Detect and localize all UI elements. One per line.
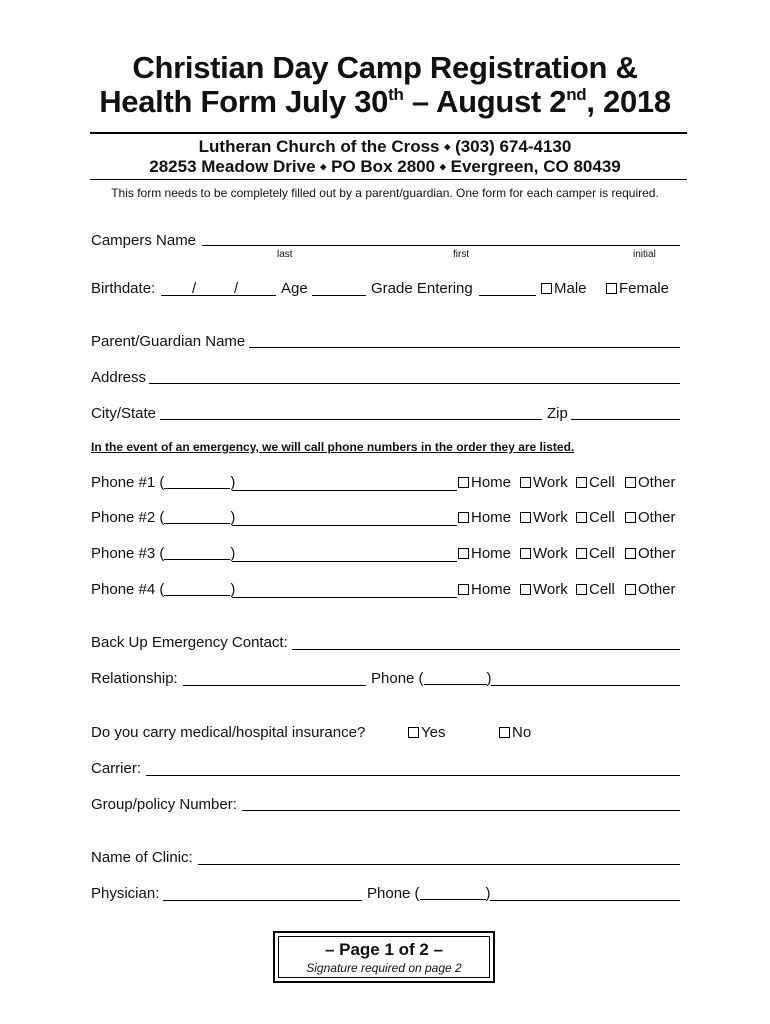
- checkbox-icon[interactable]: [520, 512, 531, 523]
- checkbox-icon[interactable]: [458, 584, 469, 595]
- physician-field[interactable]: [163, 900, 362, 901]
- physician-label: Physician:: [91, 885, 160, 902]
- city-state-field[interactable]: [160, 419, 542, 420]
- campers-name-field[interactable]: [202, 245, 680, 246]
- physician-phone-label: Phone ( ): [367, 885, 491, 902]
- phone-2-label: Phone #2 ( ): [91, 509, 236, 526]
- checkbox-icon[interactable]: [499, 727, 510, 738]
- checkbox-icon[interactable]: [408, 727, 419, 738]
- phone-2-cell[interactable]: Cell: [576, 509, 615, 526]
- zip-label: Zip: [547, 405, 568, 422]
- birthdate-slash-1: /: [192, 280, 197, 297]
- checkbox-icon[interactable]: [520, 548, 531, 559]
- insurance-yes[interactable]: Yes: [408, 724, 445, 741]
- carrier-label: Carrier:: [91, 760, 142, 777]
- male-option[interactable]: Male: [541, 280, 587, 297]
- phone-2-home[interactable]: Home: [458, 509, 511, 526]
- name-sub-first: first: [453, 249, 470, 260]
- page-number: – Page 1 of 2 –: [324, 940, 444, 959]
- form-title-line-2: Health Form July 30th – August 2nd, 2018: [99, 84, 671, 119]
- phone-3-cell[interactable]: Cell: [576, 545, 615, 562]
- church-contact: Lutheran Church of the Cross ⬩ (303) 674-4130: [198, 137, 572, 156]
- church-address: 28253 Meadow Drive ⬩ PO Box 2800 ⬩ Evergreen, CO 80439: [149, 157, 621, 176]
- backup-phone-area-code[interactable]: [424, 670, 487, 685]
- backup-phone-label: Phone ( ): [371, 670, 492, 687]
- relationship-field[interactable]: [183, 685, 366, 686]
- phone-3-other[interactable]: Other: [625, 545, 676, 562]
- birthdate-label: Birthdate:: [91, 280, 156, 297]
- phone-1-area-code[interactable]: [164, 474, 230, 489]
- male-checkbox[interactable]: [541, 283, 552, 294]
- physician-phone-number[interactable]: [490, 900, 680, 901]
- checkbox-icon[interactable]: [520, 584, 531, 595]
- grade-label: Grade Entering: [371, 280, 473, 297]
- phone-2-other[interactable]: Other: [625, 509, 676, 526]
- physician-phone-area-code[interactable]: [420, 885, 486, 900]
- female-option[interactable]: Female: [606, 280, 669, 297]
- phone-4-area-code[interactable]: [164, 581, 230, 596]
- checkbox-icon[interactable]: [625, 477, 636, 488]
- female-checkbox[interactable]: [606, 283, 617, 294]
- phone-3-label: Phone #3 ( ): [91, 545, 236, 562]
- zip-field[interactable]: [571, 419, 680, 420]
- carrier-field[interactable]: [146, 775, 680, 776]
- phone-1-cell[interactable]: Cell: [576, 474, 615, 491]
- city-state-label: City/State: [91, 405, 157, 422]
- phone-3-home[interactable]: Home: [458, 545, 511, 562]
- phone-2-area-code[interactable]: [164, 509, 230, 524]
- checkbox-icon[interactable]: [458, 477, 469, 488]
- phone-3-number[interactable]: [232, 561, 457, 562]
- phone-4-home[interactable]: Home: [458, 581, 511, 598]
- phone-4-other[interactable]: Other: [625, 581, 676, 598]
- phone-1-label: Phone #1 ( ): [91, 474, 236, 491]
- phone-3-work[interactable]: Work: [520, 545, 568, 562]
- form-instructions: This form needs to be completely filled out by a parent/guardian. One form for each camper is required.: [111, 186, 659, 200]
- insurance-question: Do you carry medical/hospital insurance?: [91, 724, 366, 741]
- phone-4-number[interactable]: [232, 597, 457, 598]
- header-rule-top: [90, 132, 687, 134]
- phone-4-cell[interactable]: Cell: [576, 581, 615, 598]
- clinic-field[interactable]: [198, 864, 680, 865]
- phone-4-label: Phone #4 ( ): [91, 581, 236, 598]
- signature-note: Signature required on page 2: [306, 961, 462, 975]
- backup-phone-number[interactable]: [491, 685, 680, 686]
- phone-1-other[interactable]: Other: [625, 474, 676, 491]
- checkbox-icon[interactable]: [458, 548, 469, 559]
- checkbox-icon[interactable]: [625, 548, 636, 559]
- address-field[interactable]: [149, 383, 680, 384]
- phone-4-work[interactable]: Work: [520, 581, 568, 598]
- phone-1-work[interactable]: Work: [520, 474, 568, 491]
- birthdate-slash-2: /: [234, 280, 239, 297]
- checkbox-icon[interactable]: [576, 584, 587, 595]
- phone-2-work[interactable]: Work: [520, 509, 568, 526]
- checkbox-icon[interactable]: [625, 512, 636, 523]
- age-label: Age: [281, 280, 308, 297]
- page-indicator-box: [273, 931, 495, 983]
- birthdate-field[interactable]: [161, 295, 276, 296]
- checkbox-icon[interactable]: [576, 548, 587, 559]
- insurance-no[interactable]: No: [499, 724, 531, 741]
- policy-number-label: Group/policy Number:: [91, 796, 237, 813]
- phone-2-number[interactable]: [232, 525, 457, 526]
- backup-contact-label: Back Up Emergency Contact:: [91, 634, 288, 651]
- address-label: Address: [91, 369, 147, 386]
- parent-name-field[interactable]: [249, 347, 680, 348]
- campers-name-label: Campers Name: [91, 232, 197, 249]
- checkbox-icon[interactable]: [576, 512, 587, 523]
- policy-number-field[interactable]: [242, 810, 680, 811]
- name-sub-initial: initial: [633, 249, 656, 260]
- age-field[interactable]: [312, 295, 366, 296]
- header-rule-bottom: [90, 179, 687, 180]
- clinic-label: Name of Clinic:: [91, 849, 193, 866]
- checkbox-icon[interactable]: [520, 477, 531, 488]
- phone-3-area-code[interactable]: [164, 545, 230, 560]
- grade-field[interactable]: [479, 295, 536, 296]
- relationship-label: Relationship:: [91, 670, 178, 687]
- checkbox-icon[interactable]: [458, 512, 469, 523]
- phone-1-number[interactable]: [232, 490, 457, 491]
- name-sub-last: last: [277, 249, 293, 260]
- form-title-line-1: Christian Day Camp Registration &: [132, 50, 638, 85]
- emergency-note: In the event of an emergency, we will call phone numbers in the order they are listed.: [91, 440, 575, 454]
- backup-contact-field[interactable]: [292, 649, 680, 650]
- parent-name-label: Parent/Guardian Name: [91, 333, 246, 350]
- phone-1-home[interactable]: Home: [458, 474, 511, 491]
- checkbox-icon[interactable]: [576, 477, 587, 488]
- checkbox-icon[interactable]: [625, 584, 636, 595]
